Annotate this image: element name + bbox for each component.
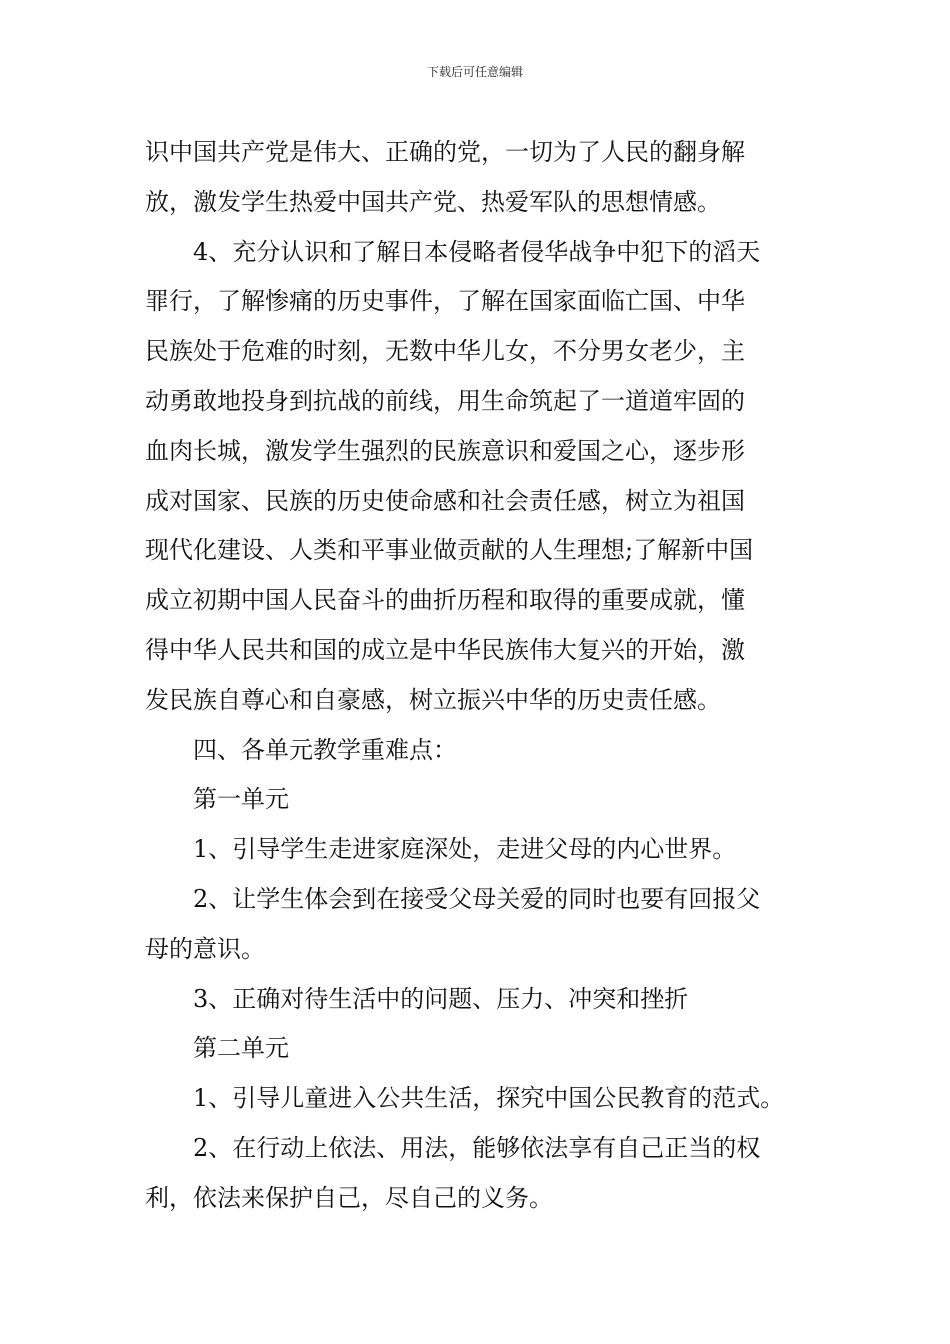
page-header: 下载后可任意编辑: [426, 65, 523, 79]
text-line: 3、正确对待生活中的问题、压力、冲突和挫折: [193, 984, 689, 1013]
text-line: 4、充分认识和了解日本侵略者侵华战争中犯下的滔天: [193, 237, 761, 266]
text-line: 1、引导学生走进家庭深处，走进父母的内心世界。: [193, 835, 737, 864]
text-line: 放，激发学生热爱中国共产党、热爱军队的思想情感。: [145, 187, 721, 216]
unit-heading: 第二单元: [193, 1034, 289, 1063]
document-body: [145, 128, 817, 1224]
text-line: 成对国家、民族的历史使命感和社会责任感，树立为祖国: [145, 486, 745, 515]
text-line: 2、在行动上依法、用法，能够依法享有自己正当的权: [193, 1133, 761, 1162]
text-line: 现代化建设、人类和平事业做贡献的人生理想;了解新中国: [145, 536, 754, 565]
text-line: 动勇敢地投身到抗战的前线，用生命筑起了一道道牢固的: [145, 386, 745, 415]
text-line: 得中华人民共和国的成立是中华民族伟大复兴的开始，激: [145, 635, 745, 664]
text-line: 发民族自尊心和自豪感，树立振兴中华的历史责任感。: [145, 685, 721, 714]
text-line: 母的意识。: [145, 934, 265, 963]
text-line: 2、让学生体会到在接受父母关爱的同时也要有回报父: [193, 884, 761, 913]
text-line: 成立初期中国人民奋斗的曲折历程和取得的重要成就，懂: [145, 586, 745, 615]
text-line: 1、引导儿童进入公共生活，探究中国公民教育的范式。: [193, 1084, 785, 1113]
text-line: 罪行，了解惨痛的历史事件，了解在国家面临亡国、中华: [145, 287, 745, 316]
unit-heading: 第一单元: [193, 785, 289, 814]
text-line: 识中国共产党是伟大、正确的党，一切为了人民的翻身解: [145, 138, 745, 166]
text-line: 利，依法来保护自己，尽自己的义务。: [145, 1183, 553, 1212]
text-line: 血肉长城，激发学生强烈的民族意识和爱国之心，逐步形: [145, 436, 745, 465]
section-heading: 四、各单元教学重难点：: [193, 735, 457, 764]
text-line: 民族处于危难的时刻，无数中华儿女，不分男女老少，主: [145, 337, 745, 366]
